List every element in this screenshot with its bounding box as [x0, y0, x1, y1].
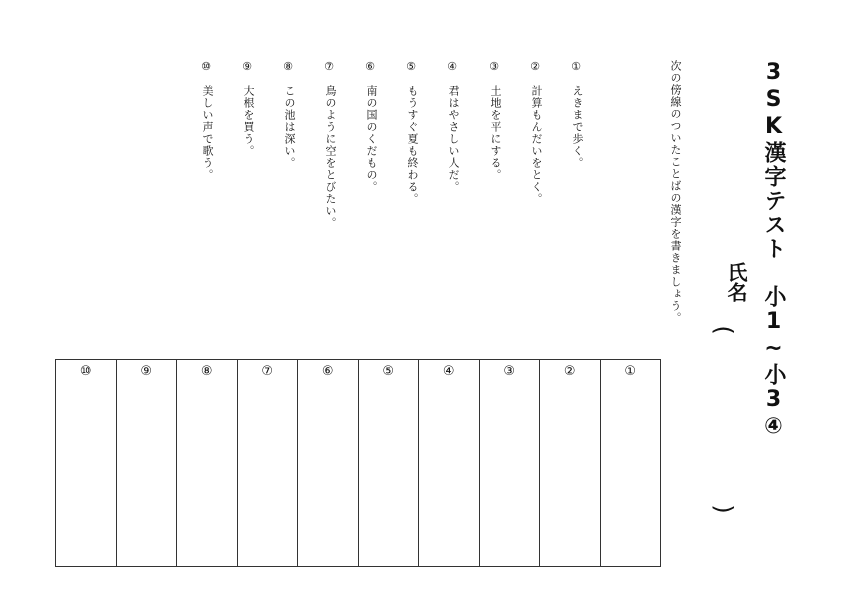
name-close-paren: ) [709, 504, 738, 514]
answer-cell-number: ⑦ [261, 364, 274, 379]
question-text: 大根を買う。 [242, 85, 255, 157]
answer-cell[interactable] [539, 360, 600, 566]
answer-cell[interactable] [237, 360, 298, 566]
question-number: ④ [447, 60, 457, 73]
answer-cell[interactable] [418, 360, 479, 566]
answer-cell-number: ③ [503, 364, 516, 379]
question-item [522, 60, 548, 209]
answer-cell-number: ⑥ [321, 364, 334, 379]
question-item [357, 60, 383, 197]
answer-cell[interactable] [358, 360, 419, 566]
question-number: ② [530, 60, 540, 73]
name-open-paren: ( [709, 325, 738, 335]
question-number: ⑦ [324, 60, 334, 73]
question-item [398, 60, 424, 209]
question-number: ⑤ [406, 60, 416, 73]
question-number: ③ [489, 60, 499, 73]
answer-grid [55, 359, 661, 567]
answer-cell-number: ② [563, 364, 576, 379]
answer-cell[interactable] [600, 360, 661, 566]
question-text: 美しい声で歌う。 [201, 85, 214, 181]
question-item [234, 60, 260, 161]
question-number: ⑩ [201, 60, 211, 73]
answer-cell[interactable] [116, 360, 177, 566]
question-text: 計算もんだいをとく。 [530, 85, 543, 205]
answer-cell-number: ⑩ [79, 364, 92, 379]
question-item [316, 60, 342, 233]
question-text: この池は深い。 [283, 85, 296, 169]
answer-cell-number: ① [624, 364, 637, 379]
question-item [481, 60, 507, 185]
question-number: ⑨ [242, 60, 252, 73]
question-text: 君はやさしい人だ。 [447, 85, 460, 193]
name-label: 氏名 [724, 262, 748, 302]
question-item [275, 60, 301, 173]
question-number: ⑧ [283, 60, 293, 73]
answer-cell[interactable] [176, 360, 237, 566]
instruction-text: 次の傍線のついたことばの漢字を書きましょう。 [669, 60, 682, 324]
question-text: えきまで歩く。 [571, 85, 584, 169]
question-item [563, 60, 589, 173]
answer-cell[interactable] [479, 360, 540, 566]
answer-cell-number: ⑧ [200, 364, 213, 379]
question-number: ① [571, 60, 581, 73]
question-item [193, 60, 219, 185]
answer-cell-number: ⑤ [382, 364, 395, 379]
question-item [439, 60, 465, 197]
question-text: 鳥のように空をとびたい。 [324, 85, 337, 229]
answer-cell[interactable] [56, 360, 116, 566]
question-number: ⑥ [365, 60, 375, 73]
answer-cell[interactable] [297, 360, 358, 566]
question-text: 土地を平にする。 [489, 85, 502, 181]
answer-cell-number: ⑨ [140, 364, 153, 379]
answer-cell-number: ④ [442, 364, 455, 379]
question-text: 南の国のくだもの。 [365, 85, 378, 193]
question-text: もうすぐ夏も終わる。 [406, 85, 419, 205]
worksheet-title: 3SK漢字テスト 小1~小3④ [761, 60, 786, 441]
